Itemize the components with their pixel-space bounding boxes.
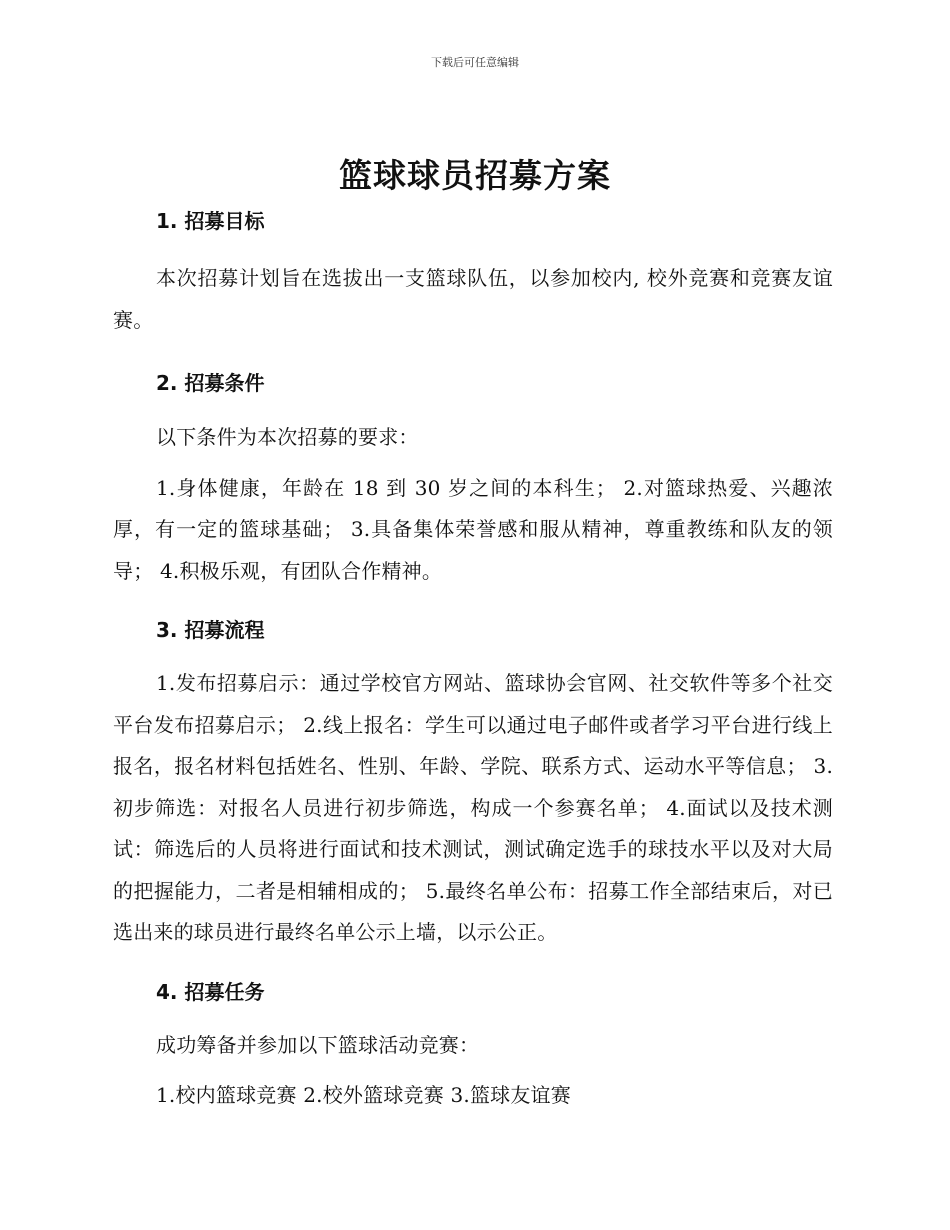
paragraph: 成功筹备并参加以下篮球活动竞赛：: [156, 1032, 480, 1057]
section-heading: 2. 招募条件: [156, 371, 265, 395]
paragraph: 以下条件为本次招募的要求：: [156, 425, 419, 449]
header-note: 下载后可任意编辑: [431, 56, 519, 69]
paragraph: 1.发布招募启示：通过学校官方网站、篮球协会官网、社交软件等多个社交平台发布招募启示； 2.线上报名：学生可以通过电子邮件或者学习平台进行线上报名，报名材料包括姓名、性别、年龄、学院、联系方式、运动水平等信息； 3.初步筛选：对报名人员进行初步筛选，构成一个参赛名单； 4.面试以及技术测试：筛选后的人员将进行面试和技术测试，测试确定选手的球技水平以及对大局的把握能力，二者是相辅相成的； 5.最终名单公布：招募工作全部结束后，对已选出来的球员进行最终名单公示上墙，以示公正。: [113, 671, 833, 944]
document-title: 篮球球员招募方案: [339, 156, 611, 195]
paragraph: 1.校内篮球竞赛 2.校外篮球竞赛 3.篮球友谊赛: [156, 1083, 571, 1107]
section-heading: 3. 招募流程: [156, 618, 265, 642]
section-recruitment-goal: [113, 206, 833, 341]
section-heading: 1. 招募目标: [156, 209, 265, 233]
section-recruitment-process: [113, 615, 833, 954]
paragraph: 本次招募计划旨在选拔出一支篮球队伍，以参加校内, 校外竞赛和竞赛友谊赛。: [113, 266, 833, 332]
document-body: [113, 206, 833, 1117]
section-heading: 4. 招募任务: [156, 979, 265, 1004]
section-recruitment-tasks: [113, 977, 833, 1117]
section-recruitment-conditions: [113, 368, 833, 592]
paragraph: 1.身体健康，年龄在 18 到 30 岁之间的本科生； 2.对篮球热爱、兴趣浓厚，有一定的篮球基础； 3.具备集体荣誉感和服从精神，尊重教练和队友的领导； 4.积极乐观，有团队合作精神。: [113, 475, 833, 583]
